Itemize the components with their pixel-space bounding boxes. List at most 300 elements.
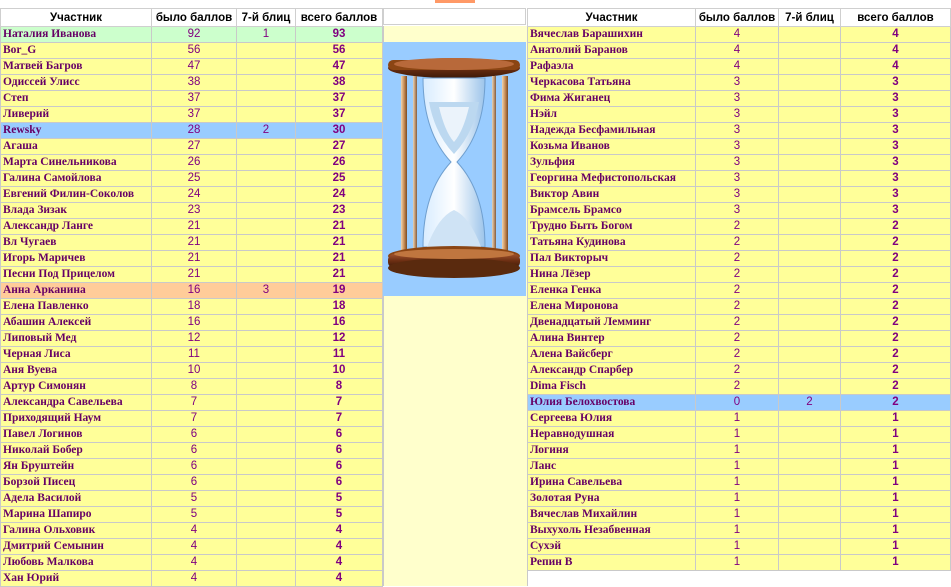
blitz-points-cell[interactable] bbox=[779, 507, 841, 523]
blitz-points-cell[interactable] bbox=[779, 171, 841, 187]
blitz-points-cell[interactable] bbox=[237, 187, 296, 203]
participant-name-cell[interactable]: Вячеслав Михайлин bbox=[528, 507, 696, 523]
participant-name-cell[interactable]: Rewsky bbox=[1, 123, 152, 139]
table-row bbox=[1, 395, 383, 411]
had-points-cell[interactable]: 37 bbox=[152, 107, 237, 123]
participant-name-cell[interactable]: Нэйл bbox=[528, 107, 696, 123]
blitz-points-cell[interactable] bbox=[779, 43, 841, 59]
total-points-cell[interactable]: 6 bbox=[296, 443, 383, 459]
participant-name-cell[interactable]: Виктор Авин bbox=[528, 187, 696, 203]
total-points-cell[interactable]: 1 bbox=[841, 491, 951, 507]
participant-name-cell[interactable]: Галина Самойлова bbox=[1, 171, 152, 187]
total-points-cell[interactable]: 47 bbox=[296, 59, 383, 75]
total-points-cell[interactable]: 6 bbox=[296, 427, 383, 443]
had-points-cell[interactable]: 6 bbox=[152, 459, 237, 475]
had-points-cell[interactable]: 16 bbox=[152, 315, 237, 331]
had-points-cell[interactable]: 3 bbox=[696, 75, 779, 91]
blitz-points-cell[interactable] bbox=[237, 555, 296, 571]
had-points-cell[interactable]: 1 bbox=[696, 443, 779, 459]
total-points-cell[interactable]: 3 bbox=[841, 203, 951, 219]
blitz-points-cell[interactable] bbox=[779, 491, 841, 507]
participant-name-cell[interactable]: Влада Зизак bbox=[1, 203, 152, 219]
had-points-cell[interactable]: 25 bbox=[152, 171, 237, 187]
had-points-cell[interactable]: 3 bbox=[696, 155, 779, 171]
total-points-cell[interactable]: 6 bbox=[296, 459, 383, 475]
blitz-points-cell[interactable] bbox=[237, 523, 296, 539]
hourglass-icon bbox=[383, 42, 526, 296]
participant-name-cell[interactable]: Георгина Мефистопольская bbox=[528, 171, 696, 187]
total-points-cell[interactable]: 4 bbox=[841, 43, 951, 59]
total-points-cell[interactable]: 5 bbox=[296, 491, 383, 507]
had-points-cell[interactable]: 4 bbox=[152, 571, 237, 587]
table-row bbox=[528, 283, 951, 299]
participant-name-cell[interactable]: Двенадцатый Лемминг bbox=[528, 315, 696, 331]
had-points-cell[interactable]: 23 bbox=[152, 203, 237, 219]
blitz-points-cell[interactable] bbox=[779, 315, 841, 331]
had-points-cell[interactable]: 1 bbox=[696, 475, 779, 491]
participant-name-cell[interactable]: Брамсель Брамсо bbox=[528, 203, 696, 219]
table-row bbox=[1, 555, 383, 571]
had-points-cell[interactable]: 92 bbox=[152, 27, 237, 43]
total-points-cell[interactable]: 3 bbox=[841, 91, 951, 107]
blitz-points-cell[interactable] bbox=[237, 171, 296, 187]
had-points-cell[interactable]: 2 bbox=[696, 379, 779, 395]
total-points-cell[interactable]: 5 bbox=[296, 507, 383, 523]
blitz-points-cell[interactable] bbox=[237, 43, 296, 59]
had-points-cell[interactable]: 7 bbox=[152, 395, 237, 411]
total-points-cell[interactable]: 2 bbox=[841, 251, 951, 267]
header-had: было баллов bbox=[152, 9, 237, 27]
total-points-cell[interactable]: 7 bbox=[296, 395, 383, 411]
total-points-cell[interactable]: 27 bbox=[296, 139, 383, 155]
blitz-points-cell[interactable] bbox=[237, 363, 296, 379]
had-points-cell[interactable]: 2 bbox=[696, 219, 779, 235]
blitz-points-cell[interactable] bbox=[237, 107, 296, 123]
participant-name-cell[interactable]: Адела Василой bbox=[1, 491, 152, 507]
total-points-cell[interactable]: 21 bbox=[296, 235, 383, 251]
total-points-cell[interactable]: 93 bbox=[296, 27, 383, 43]
blitz-points-cell[interactable] bbox=[237, 267, 296, 283]
blitz-points-cell[interactable] bbox=[779, 555, 841, 571]
had-points-cell[interactable]: 5 bbox=[152, 507, 237, 523]
blitz-points-cell[interactable] bbox=[779, 523, 841, 539]
participant-name-cell[interactable]: Козьма Иванов bbox=[528, 139, 696, 155]
total-points-cell[interactable]: 19 bbox=[296, 283, 383, 299]
blitz-points-cell[interactable] bbox=[779, 347, 841, 363]
had-points-cell[interactable]: 8 bbox=[152, 379, 237, 395]
blitz-points-cell[interactable] bbox=[237, 347, 296, 363]
total-points-cell[interactable]: 1 bbox=[841, 475, 951, 491]
blitz-points-cell[interactable] bbox=[237, 75, 296, 91]
blitz-points-cell[interactable] bbox=[237, 411, 296, 427]
blitz-points-cell[interactable] bbox=[237, 315, 296, 331]
had-points-cell[interactable]: 1 bbox=[696, 459, 779, 475]
participant-name-cell[interactable]: Наталия Иванова bbox=[1, 27, 152, 43]
blitz-points-cell[interactable] bbox=[779, 427, 841, 443]
blitz-points-cell[interactable] bbox=[237, 219, 296, 235]
participant-name-cell[interactable]: Черкасова Татьяна bbox=[528, 75, 696, 91]
blitz-points-cell[interactable] bbox=[779, 139, 841, 155]
participant-name-cell[interactable]: Рафаэла bbox=[528, 59, 696, 75]
participant-name-cell[interactable]: Евгений Филин-Соколов bbox=[1, 187, 152, 203]
total-points-cell[interactable]: 1 bbox=[841, 411, 951, 427]
blitz-points-cell[interactable] bbox=[237, 299, 296, 315]
had-points-cell[interactable]: 10 bbox=[152, 363, 237, 379]
total-points-cell[interactable]: 24 bbox=[296, 187, 383, 203]
header-total: всего баллов bbox=[841, 9, 951, 27]
participant-name-cell[interactable]: Надежда Бесфамильная bbox=[528, 123, 696, 139]
participant-name-cell[interactable]: Алена Вайсберг bbox=[528, 347, 696, 363]
had-points-cell[interactable]: 6 bbox=[152, 427, 237, 443]
participant-name-cell[interactable]: Ирина Савельева bbox=[528, 475, 696, 491]
had-points-cell[interactable]: 56 bbox=[152, 43, 237, 59]
participant-name-cell[interactable]: Любовь Малкова bbox=[1, 555, 152, 571]
participant-name-cell[interactable]: Борзой Писец bbox=[1, 475, 152, 491]
participant-name-cell[interactable]: Одиссей Улисс bbox=[1, 75, 152, 91]
blitz-points-cell[interactable] bbox=[237, 59, 296, 75]
table-row bbox=[1, 459, 383, 475]
total-points-cell[interactable]: 3 bbox=[841, 139, 951, 155]
participant-name-cell[interactable]: Марта Синельникова bbox=[1, 155, 152, 171]
had-points-cell[interactable]: 1 bbox=[696, 523, 779, 539]
had-points-cell[interactable]: 2 bbox=[696, 299, 779, 315]
total-points-cell[interactable]: 2 bbox=[841, 395, 951, 411]
total-points-cell[interactable]: 3 bbox=[841, 171, 951, 187]
blitz-points-cell[interactable] bbox=[779, 203, 841, 219]
total-points-cell[interactable]: 21 bbox=[296, 251, 383, 267]
total-points-cell[interactable]: 2 bbox=[841, 363, 951, 379]
total-points-cell[interactable]: 16 bbox=[296, 315, 383, 331]
had-points-cell[interactable]: 6 bbox=[152, 475, 237, 491]
blitz-points-cell[interactable] bbox=[779, 251, 841, 267]
total-points-cell[interactable]: 2 bbox=[841, 299, 951, 315]
total-points-cell[interactable]: 11 bbox=[296, 347, 383, 363]
blitz-points-cell[interactable] bbox=[237, 507, 296, 523]
participant-name-cell[interactable]: Николай Бобер bbox=[1, 443, 152, 459]
participant-name-cell[interactable]: Степ bbox=[1, 91, 152, 107]
blitz-points-cell[interactable] bbox=[237, 539, 296, 555]
had-points-cell[interactable]: 21 bbox=[152, 219, 237, 235]
had-points-cell[interactable]: 1 bbox=[696, 539, 779, 555]
had-points-cell[interactable]: 21 bbox=[152, 267, 237, 283]
total-points-cell[interactable]: 1 bbox=[841, 523, 951, 539]
header-participant: Участник bbox=[528, 9, 696, 27]
participant-name-cell[interactable]: Игорь Маричев bbox=[1, 251, 152, 267]
participant-name-cell[interactable]: Елена Павленко bbox=[1, 299, 152, 315]
total-points-cell[interactable]: 4 bbox=[841, 27, 951, 43]
participant-name-cell[interactable]: Dima Fisch bbox=[528, 379, 696, 395]
had-points-cell[interactable]: 11 bbox=[152, 347, 237, 363]
total-points-cell[interactable]: 3 bbox=[841, 155, 951, 171]
table-row bbox=[1, 315, 383, 331]
had-points-cell[interactable]: 3 bbox=[696, 171, 779, 187]
blitz-points-cell[interactable] bbox=[779, 267, 841, 283]
had-points-cell[interactable]: 27 bbox=[152, 139, 237, 155]
blitz-points-cell[interactable] bbox=[237, 203, 296, 219]
participant-name-cell[interactable]: Аня Вуева bbox=[1, 363, 152, 379]
blitz-points-cell[interactable] bbox=[237, 475, 296, 491]
total-points-cell[interactable]: 1 bbox=[841, 555, 951, 571]
blitz-points-cell[interactable] bbox=[237, 571, 296, 587]
participant-name-cell[interactable]: Анна Арканина bbox=[1, 283, 152, 299]
had-points-cell[interactable]: 3 bbox=[696, 107, 779, 123]
participant-name-cell[interactable]: Сухэй bbox=[528, 539, 696, 555]
participant-name-cell[interactable]: Bor_G bbox=[1, 43, 152, 59]
table-row bbox=[528, 459, 951, 475]
blitz-points-cell[interactable] bbox=[779, 539, 841, 555]
table-row bbox=[1, 123, 383, 139]
total-points-cell[interactable]: 38 bbox=[296, 75, 383, 91]
total-points-cell[interactable]: 6 bbox=[296, 475, 383, 491]
blitz-points-cell[interactable] bbox=[237, 427, 296, 443]
participant-name-cell[interactable]: Вячеслав Барашихин bbox=[528, 27, 696, 43]
total-points-cell[interactable]: 4 bbox=[296, 555, 383, 571]
had-points-cell[interactable]: 2 bbox=[696, 315, 779, 331]
participant-name-cell[interactable]: Липовый Мед bbox=[1, 331, 152, 347]
had-points-cell[interactable]: 4 bbox=[696, 27, 779, 43]
participant-name-cell[interactable]: Еленка Генка bbox=[528, 283, 696, 299]
total-points-cell[interactable]: 3 bbox=[841, 187, 951, 203]
participant-name-cell[interactable]: Приходящий Наум bbox=[1, 411, 152, 427]
total-points-cell[interactable]: 4 bbox=[296, 539, 383, 555]
had-points-cell[interactable]: 2 bbox=[696, 283, 779, 299]
had-points-cell[interactable]: 2 bbox=[696, 331, 779, 347]
total-points-cell[interactable]: 26 bbox=[296, 155, 383, 171]
participant-name-cell[interactable]: Ланс bbox=[528, 459, 696, 475]
participant-name-cell[interactable]: Репин В bbox=[528, 555, 696, 571]
blitz-points-cell[interactable] bbox=[779, 187, 841, 203]
participant-name-cell[interactable]: Золотая Руна bbox=[528, 491, 696, 507]
participant-name-cell[interactable]: Хан Юрий bbox=[1, 571, 152, 587]
had-points-cell[interactable]: 3 bbox=[696, 187, 779, 203]
had-points-cell[interactable]: 21 bbox=[152, 251, 237, 267]
had-points-cell[interactable]: 47 bbox=[152, 59, 237, 75]
participant-name-cell[interactable]: Абашин Алексей bbox=[1, 315, 152, 331]
participant-name-cell[interactable]: Сергеева Юлия bbox=[528, 411, 696, 427]
blitz-points-cell[interactable] bbox=[779, 331, 841, 347]
blitz-points-cell[interactable] bbox=[237, 443, 296, 459]
blitz-points-cell[interactable] bbox=[779, 283, 841, 299]
participant-name-cell[interactable]: Агаша bbox=[1, 139, 152, 155]
had-points-cell[interactable]: 1 bbox=[696, 427, 779, 443]
had-points-cell[interactable]: 3 bbox=[696, 139, 779, 155]
blitz-points-cell[interactable] bbox=[237, 251, 296, 267]
had-points-cell[interactable]: 2 bbox=[696, 251, 779, 267]
total-points-cell[interactable]: 10 bbox=[296, 363, 383, 379]
participant-name-cell[interactable]: Александр Спарбер bbox=[528, 363, 696, 379]
blitz-points-cell[interactable] bbox=[779, 235, 841, 251]
table-row bbox=[1, 443, 383, 459]
participant-name-cell[interactable]: Пал Викторыч bbox=[528, 251, 696, 267]
participant-name-cell[interactable]: Песни Под Прицелом bbox=[1, 267, 152, 283]
blitz-points-cell[interactable] bbox=[237, 139, 296, 155]
blitz-points-cell[interactable] bbox=[779, 299, 841, 315]
had-points-cell[interactable]: 6 bbox=[152, 443, 237, 459]
blitz-points-cell[interactable]: 2 bbox=[237, 123, 296, 139]
blitz-points-cell[interactable] bbox=[779, 475, 841, 491]
blitz-points-cell[interactable]: 3 bbox=[237, 283, 296, 299]
table-row bbox=[1, 427, 383, 443]
participant-name-cell[interactable]: Выхухоль Незабвенная bbox=[528, 523, 696, 539]
total-points-cell[interactable]: 4 bbox=[296, 523, 383, 539]
participant-name-cell[interactable]: Ян Бруштейн bbox=[1, 459, 152, 475]
had-points-cell[interactable]: 28 bbox=[152, 123, 237, 139]
blitz-points-cell[interactable] bbox=[237, 395, 296, 411]
blitz-points-cell[interactable]: 2 bbox=[779, 395, 841, 411]
participant-name-cell[interactable]: Александра Савельева bbox=[1, 395, 152, 411]
had-points-cell[interactable]: 3 bbox=[696, 203, 779, 219]
total-points-cell[interactable]: 2 bbox=[841, 315, 951, 331]
total-points-cell[interactable]: 2 bbox=[841, 347, 951, 363]
total-points-cell[interactable]: 3 bbox=[841, 123, 951, 139]
blitz-points-cell[interactable] bbox=[779, 219, 841, 235]
had-points-cell[interactable]: 4 bbox=[152, 555, 237, 571]
had-points-cell[interactable]: 2 bbox=[696, 347, 779, 363]
hourglass-picture bbox=[383, 42, 526, 296]
blitz-points-cell[interactable] bbox=[779, 123, 841, 139]
had-points-cell[interactable]: 21 bbox=[152, 235, 237, 251]
total-points-cell[interactable]: 37 bbox=[296, 91, 383, 107]
total-points-cell[interactable]: 8 bbox=[296, 379, 383, 395]
total-points-cell[interactable]: 3 bbox=[841, 107, 951, 123]
had-points-cell[interactable]: 0 bbox=[696, 395, 779, 411]
total-points-cell[interactable]: 3 bbox=[841, 75, 951, 91]
total-points-cell[interactable]: 4 bbox=[841, 59, 951, 75]
blitz-points-cell[interactable] bbox=[779, 27, 841, 43]
blitz-points-cell[interactable] bbox=[779, 155, 841, 171]
had-points-cell[interactable]: 16 bbox=[152, 283, 237, 299]
total-points-cell[interactable]: 2 bbox=[841, 219, 951, 235]
participant-name-cell[interactable]: Анатолий Баранов bbox=[528, 43, 696, 59]
total-points-cell[interactable]: 25 bbox=[296, 171, 383, 187]
blitz-points-cell[interactable] bbox=[237, 155, 296, 171]
blitz-points-cell[interactable] bbox=[779, 363, 841, 379]
participant-name-cell[interactable]: Черная Лиса bbox=[1, 347, 152, 363]
total-points-cell[interactable]: 56 bbox=[296, 43, 383, 59]
participant-name-cell[interactable]: Зульфия bbox=[528, 155, 696, 171]
had-points-cell[interactable]: 12 bbox=[152, 331, 237, 347]
had-points-cell[interactable]: 38 bbox=[152, 75, 237, 91]
participant-name-cell[interactable]: Артур Симонян bbox=[1, 379, 152, 395]
total-points-cell[interactable]: 30 bbox=[296, 123, 383, 139]
had-points-cell[interactable]: 1 bbox=[696, 491, 779, 507]
had-points-cell[interactable]: 1 bbox=[696, 555, 779, 571]
total-points-cell[interactable]: 23 bbox=[296, 203, 383, 219]
total-points-cell[interactable]: 1 bbox=[841, 443, 951, 459]
blitz-points-cell[interactable] bbox=[779, 107, 841, 123]
participant-name-cell[interactable]: Логиня bbox=[528, 443, 696, 459]
blitz-points-cell[interactable] bbox=[237, 235, 296, 251]
participant-name-cell[interactable]: Неравнодушная bbox=[528, 427, 696, 443]
participant-name-cell[interactable]: Александр Ланге bbox=[1, 219, 152, 235]
had-points-cell[interactable]: 4 bbox=[696, 59, 779, 75]
total-points-cell[interactable]: 21 bbox=[296, 219, 383, 235]
blitz-points-cell[interactable] bbox=[779, 443, 841, 459]
table-row bbox=[1, 203, 383, 219]
had-points-cell[interactable]: 1 bbox=[696, 411, 779, 427]
blitz-points-cell[interactable]: 1 bbox=[237, 27, 296, 43]
participant-name-cell[interactable]: Трудно Быть Богом bbox=[528, 219, 696, 235]
total-points-cell[interactable]: 1 bbox=[841, 539, 951, 555]
blitz-points-cell[interactable] bbox=[237, 91, 296, 107]
table-row bbox=[528, 267, 951, 283]
table-row bbox=[1, 411, 383, 427]
table-row bbox=[528, 219, 951, 235]
total-points-cell[interactable]: 21 bbox=[296, 267, 383, 283]
had-points-cell[interactable]: 3 bbox=[696, 123, 779, 139]
blitz-points-cell[interactable] bbox=[779, 411, 841, 427]
had-points-cell[interactable]: 26 bbox=[152, 155, 237, 171]
had-points-cell[interactable]: 2 bbox=[696, 363, 779, 379]
table-row bbox=[1, 171, 383, 187]
participant-name-cell[interactable]: Галина Ольховик bbox=[1, 523, 152, 539]
total-points-cell[interactable]: 12 bbox=[296, 331, 383, 347]
participant-name-cell[interactable]: Вл Чугаев bbox=[1, 235, 152, 251]
had-points-cell[interactable]: 2 bbox=[696, 235, 779, 251]
participant-name-cell[interactable]: Алина Винтер bbox=[528, 331, 696, 347]
total-points-cell[interactable]: 18 bbox=[296, 299, 383, 315]
had-points-cell[interactable]: 1 bbox=[696, 507, 779, 523]
total-points-cell[interactable]: 2 bbox=[841, 331, 951, 347]
participant-name-cell[interactable]: Татьяна Кудинова bbox=[528, 235, 696, 251]
table-row bbox=[1, 59, 383, 75]
participant-name-cell[interactable]: Юлия Белохвостова bbox=[528, 395, 696, 411]
total-points-cell[interactable]: 2 bbox=[841, 379, 951, 395]
total-points-cell[interactable]: 1 bbox=[841, 459, 951, 475]
blitz-points-cell[interactable] bbox=[237, 331, 296, 347]
had-points-cell[interactable]: 4 bbox=[152, 539, 237, 555]
participant-name-cell[interactable]: Елена Миронова bbox=[528, 299, 696, 315]
participant-name-cell[interactable]: Дмитрий Семынин bbox=[1, 539, 152, 555]
blitz-points-cell[interactable] bbox=[237, 379, 296, 395]
blitz-points-cell[interactable] bbox=[779, 379, 841, 395]
total-points-cell[interactable]: 2 bbox=[841, 267, 951, 283]
blitz-points-cell[interactable] bbox=[779, 459, 841, 475]
blitz-points-cell[interactable] bbox=[779, 91, 841, 107]
participant-name-cell[interactable]: Ливерий bbox=[1, 107, 152, 123]
had-points-cell[interactable]: 7 bbox=[152, 411, 237, 427]
total-points-cell[interactable]: 1 bbox=[841, 427, 951, 443]
total-points-cell[interactable]: 1 bbox=[841, 507, 951, 523]
total-points-cell[interactable]: 2 bbox=[841, 283, 951, 299]
had-points-cell[interactable]: 2 bbox=[696, 267, 779, 283]
blitz-points-cell[interactable] bbox=[779, 75, 841, 91]
had-points-cell[interactable]: 4 bbox=[152, 523, 237, 539]
participant-name-cell[interactable]: Павел Логинов bbox=[1, 427, 152, 443]
had-points-cell[interactable]: 3 bbox=[696, 91, 779, 107]
total-points-cell[interactable]: 2 bbox=[841, 235, 951, 251]
table-row bbox=[1, 155, 383, 171]
had-points-cell[interactable]: 37 bbox=[152, 91, 237, 107]
blitz-points-cell[interactable] bbox=[779, 59, 841, 75]
participant-name-cell[interactable]: Марина Шапиро bbox=[1, 507, 152, 523]
participant-name-cell[interactable]: Нина Лёзер bbox=[528, 267, 696, 283]
table-row bbox=[1, 75, 383, 91]
participant-name-cell[interactable]: Матвей Багров bbox=[1, 59, 152, 75]
had-points-cell[interactable]: 18 bbox=[152, 299, 237, 315]
participant-name-cell[interactable]: Фима Жиганец bbox=[528, 91, 696, 107]
total-points-cell[interactable]: 37 bbox=[296, 107, 383, 123]
header-blitz: 7-й блиц bbox=[779, 9, 841, 27]
blitz-points-cell[interactable] bbox=[237, 491, 296, 507]
blitz-points-cell[interactable] bbox=[237, 459, 296, 475]
had-points-cell[interactable]: 4 bbox=[696, 43, 779, 59]
table-row bbox=[1, 139, 383, 155]
had-points-cell[interactable]: 24 bbox=[152, 187, 237, 203]
had-points-cell[interactable]: 5 bbox=[152, 491, 237, 507]
total-points-cell[interactable]: 7 bbox=[296, 411, 383, 427]
total-points-cell[interactable]: 4 bbox=[296, 571, 383, 587]
